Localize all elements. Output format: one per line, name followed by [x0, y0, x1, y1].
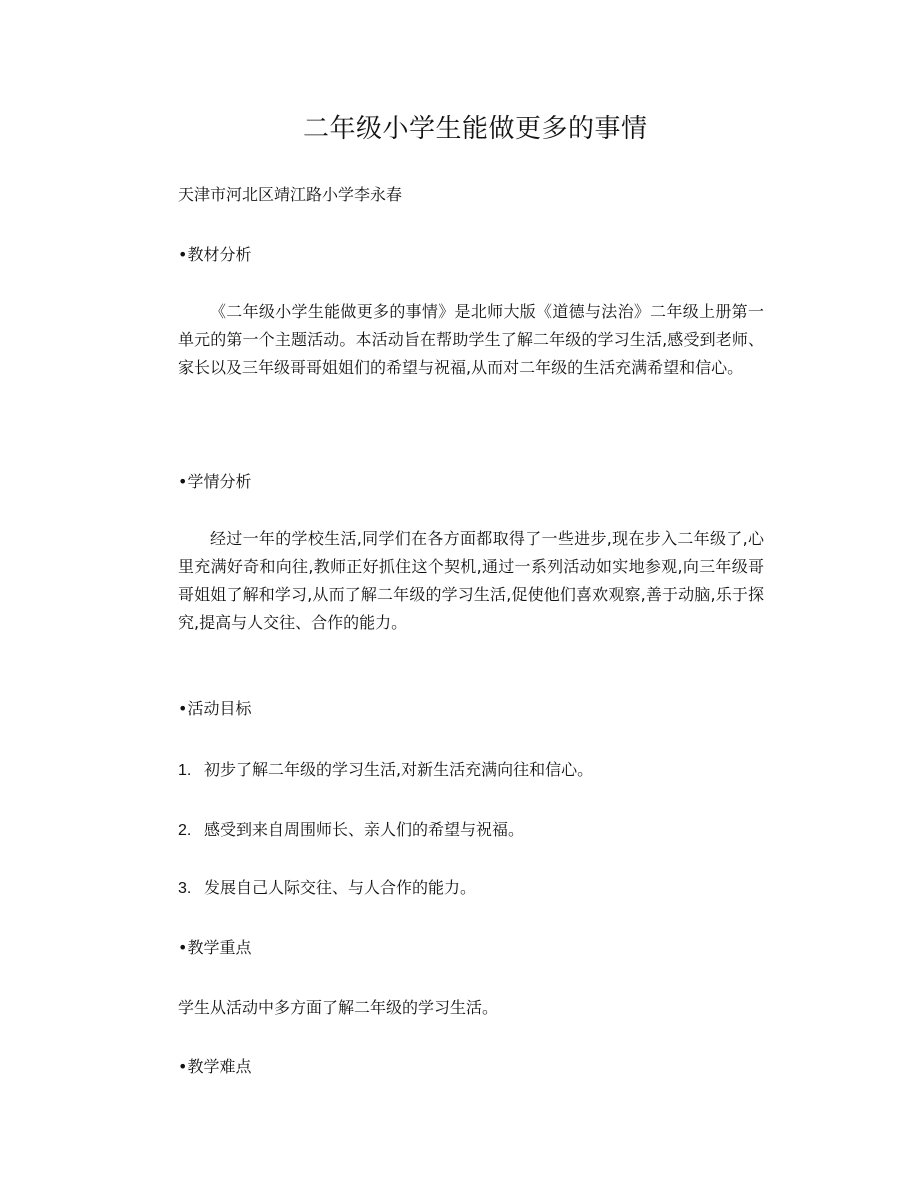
key-points-body: 学生从活动中多方面了解二年级的学习生活。 [178, 998, 499, 1017]
activity-goal-item [178, 819, 524, 842]
student-analysis-body: 经过一年的学校生活,同学们在各方面都取得了一些进步,现在步入二年级了,心里充满好奇和向往,教师正好抓住这个契机,通过一系列活动如实地参观,向三年级哥哥姐姐了解和学习,从而了解二年级的学习生活,促使他们喜欢观察,善于动脑,乐于探究,提高与人交往、合作的能力。 [178, 529, 764, 632]
activity-goal-item [178, 877, 476, 900]
document-title: 二年级小学生能做更多的事情 [303, 114, 648, 144]
activity-goal-item [178, 759, 593, 782]
textbook-analysis-body: 《二年级小学生能做更多的事情》是北师大版《道德与法治》二年级上册第一单元的第一个主题活动。本活动旨在帮助学生了解二年级的学习生活,感受到老师、家长以及三年级哥哥姐姐们的希望与祝福,从而对二年级的生活充满希望和信心。 [178, 302, 764, 377]
section-heading-student-analysis: •学情分析 [178, 472, 252, 491]
list-text: 感受到来自周围师长、亲人们的希望与祝福。 [204, 820, 525, 839]
list-text: 初步了解二年级的学习生活,对新生活充满向往和信心。 [204, 760, 594, 779]
list-text: 发展自己人际交往、与人合作的能力。 [204, 878, 477, 897]
section-heading-key-points: •教学重点 [178, 938, 252, 957]
section-heading-textbook-analysis: •教材分析 [178, 245, 252, 264]
list-number: 2. [178, 822, 192, 839]
list-number: 1. [178, 762, 192, 779]
list-number: 3. [178, 880, 192, 897]
section-heading-difficulties: •教学难点 [178, 1057, 252, 1076]
author-line: 天津市河北区靖江路小学李永春 [178, 185, 403, 204]
section-heading-activity-goals: •活动目标 [178, 699, 252, 718]
